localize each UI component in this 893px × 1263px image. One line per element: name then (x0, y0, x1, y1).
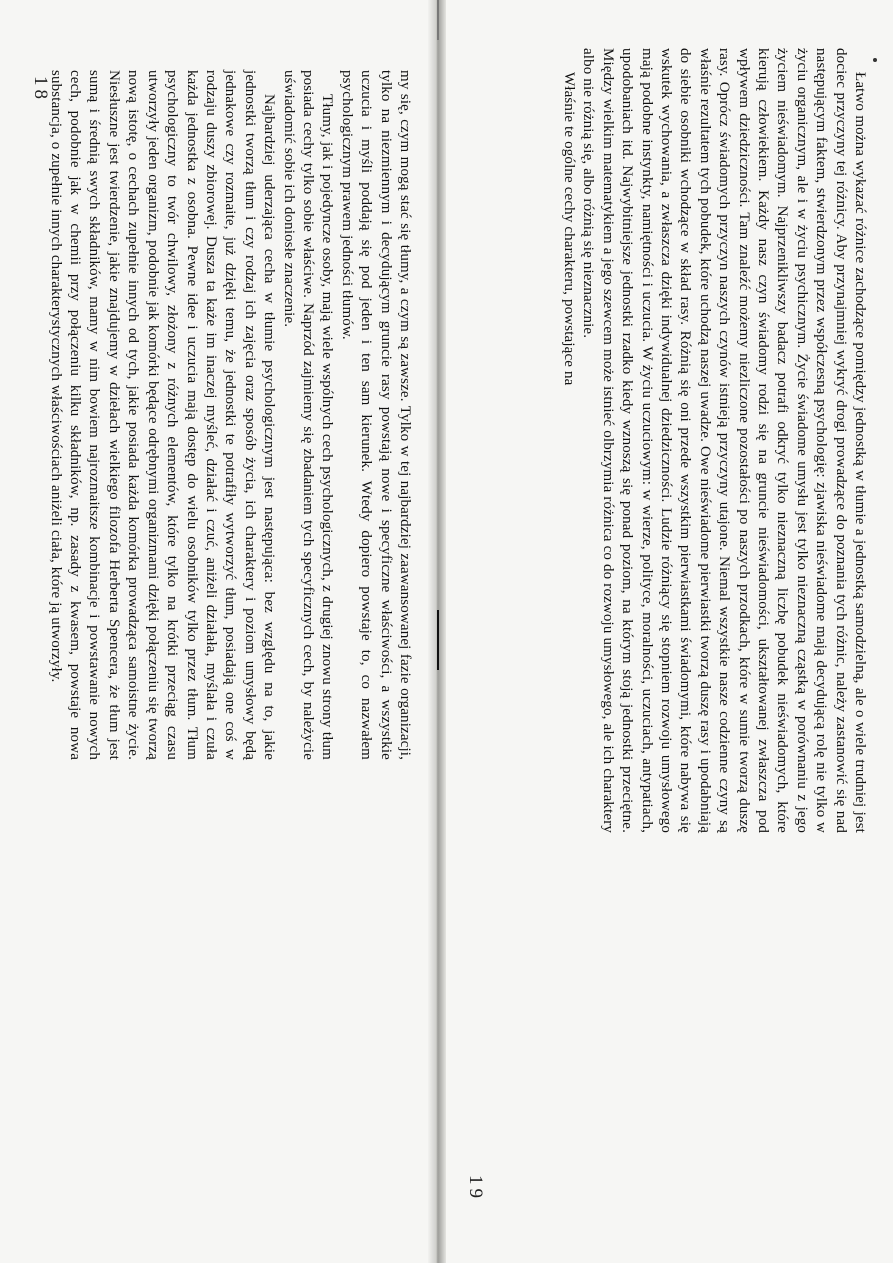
left-page-text (45, 70, 414, 760)
binding-shadow (437, 0, 439, 40)
paragraph: Łatwo można wykazać różnice zachodzące pomiędzy jednostką w tłumie a jednostką samodzielną, ale o wiele trudniej jest dociec przyczyny tej różnicy. Aby przynajmniej wykryć drogi prowadzące do poznania tych różnic, należy zastanowić się nad następującym faktem, stwierdzonym przez współczesną psychologię: zjawiska nieświadome mają decydującą rolę nie tylko w życiu organicznym, ale i w życiu psychicznym. Życie świadome umysłu jest tylko nieznaczną cząstką w porównaniu z jego życiem nieświadomym. Najprzenikliwszy badacz potrafi odkryć tylko nieznaczną liczbę pobudek nieświadomych, które kierują człowiekiem. Każdy nasz czyn świadomy rodzi się na gruncie nieświadomości, ukształtowanej zwłaszcza pod wpływem dziedziczności. Tam znaleźć możemy niezliczone pozostałości po naszych przodkach, które w sumie tworzą duszę rasy. Oprócz świadomych przyczyn naszych czynów istnieją przyczyny utajone. Niemal wszystkie nasze codzienne czyny są właśnie rezultatem tych pobudek, które uchodzą naszej uwadze. Owe nieświadome pierwiastki tworzą duszę rasy i upodabniają do siebie osobniki wchodzące w skład rasy. Różnią się oni przede wszystkim pierwiastkami świadomymi, które nabywa się wskutek wychowania, a zwłaszcza dzięki indywidualnej dziedziczności. Ludzie różniący się stopniem rozwoju umysłowego mają podobne instynkty, namiętności i uczucia. W życiu uczuciowym: w wierze, polityce, moralności, uczuciach, antypatiach, upodobaniach itd. Najwybitniejsze jednostki rzadko kiedy wznoszą się ponad poziom, na którym stoją jednostki przeciętne. Między wielkim matematykiem a jego szewcem może istnieć olbrzymia różnica co do rozwoju umysłowego, ale ich charaktery albo nie różnią się, albo różnią się nieznacznie. (580, 48, 868, 833)
paragraph: Najbardziej uderzająca cecha w tłumie psychologicznym jest następująca: bez względu na to, jakie jednostki tworzą tłum i czy rodzaj ich zajęcia oraz sposób życia, ich charaktery i poziom umysłowy będą jednakowe czy rozmaite, już dzięki temu, że jednostki te potrafiły wytworzyć tłum, posiadają one coś w rodzaju duszy zbiorowej. Dusza ta każe im inaczej myśleć, działać i czuć, aniżeli działała, myślała i czuła każda jednostka z osobna. Pewne idee i uczucia mają dostęp do wielu osobników tylko przez tłum. Tłum psychologiczny to twór chwilowy, złożony z różnych elementów, które tylko na krótki przeciąg czasu utworzyły jeden organizm, podobnie jak komórki będące odrębnymi organizmami dzięki połączeniu się tworzą nową istotę, o cechach zupełnie innych od tych, jakie posiada każda komórka prowadząca samoistne życie. Niesłuszne jest twierdzenie, jakie znajdujemy w dziełach wielkiego filozofa Herberta Spencera, że tłum jest sumą i średnią swych składników, mamy w nim bowiem najrozmaitsze kombinacje i powstawanie nowych cech, podobnie jak w chemii przy połączeniu kilku składników, np. zasady z kwasem, powstaje nowa substancja, o zupełnie innych charakterystycznych właściwościach aniżeli ciała, które ją utworzyły. (47, 70, 278, 760)
binding-shadow (437, 610, 439, 670)
paragraph: Właśnie te ogólne cechy charakteru, powstające na (560, 72, 577, 386)
left-page (0, 0, 446, 1263)
page-number: 18 (30, 76, 51, 103)
paragraph: my się, czym mogą stać się tłumy, a czym są zawsze. Tylko w tej najbardziej zaawansowanej fazie organizacji, tylko na niezmiennym i decydującym gruncie rasy powstają nowe i specyficzne właściwości, a wszystkie uczucia i myśli poddają się pod jeden i ten sam kierunek. Wtedy dopiero powstaje to, co nazwałem psychologicznym prawem jedności tłumów. (338, 70, 413, 760)
paragraph: Tłumy, jak i pojedyncze osoby, mają wiele wspólnych cech psychologicznych, z drugiej znowu strony tłum posiada cechy tylko sobie właściwe. Naprzód zajmiemy się zbadaniem tych specyficznych cech, by należycie uświadomić sobie ich doniosłe znaczenie. (280, 70, 336, 760)
right-page-text (559, 48, 870, 833)
page-number: 19 (465, 1175, 486, 1202)
right-page (447, 0, 893, 1263)
